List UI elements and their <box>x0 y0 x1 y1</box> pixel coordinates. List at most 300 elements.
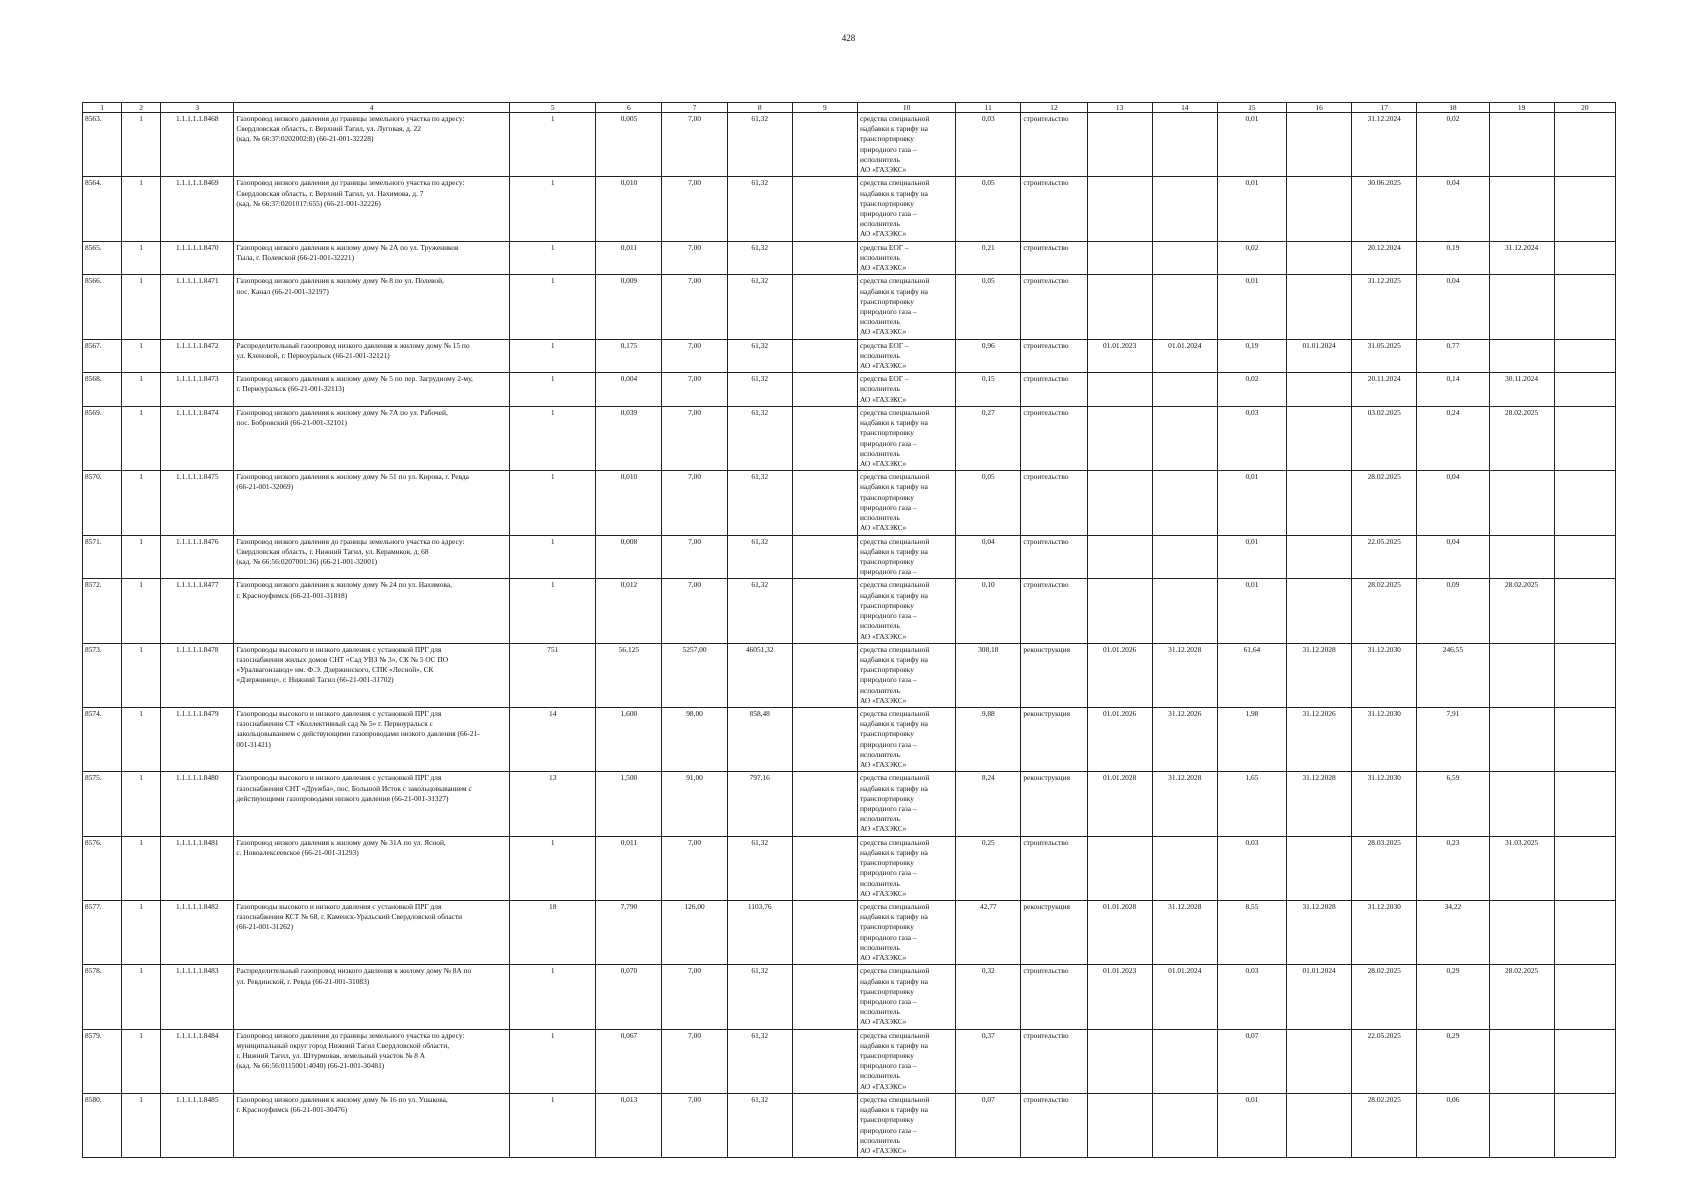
cell-col-19 <box>1489 1029 1554 1093</box>
cell-work-type: строительство <box>1021 339 1087 373</box>
cell-col-7: 7,00 <box>662 1029 727 1093</box>
cell-row-number: 8569. <box>83 406 122 470</box>
cell-col-20 <box>1554 1029 1615 1093</box>
cell-object-description: Газопровод низкого давления к жилому дому № 5 по пер. Загрудному 2-му, г. Первоуральск (66-21-001-32113) <box>234 373 510 407</box>
cell-col-5: 1 <box>510 177 596 241</box>
cell-cost-value: 0,03 <box>956 113 1021 177</box>
cell-col-7: 126,00 <box>662 900 727 964</box>
cell-col-15: 0,19 <box>1217 339 1286 373</box>
cell-object-description: Газопровод низкого давления до границы земельного участка по адресу: Свердловская область, г. Верхний Тагил, ул. Нахимова, д. 7 (кад. № 66:37:0201017:655) (66-21-001-32226) <box>234 177 510 241</box>
cell-start-date: 01.01.2023 <box>1087 339 1152 373</box>
cell-col-18: 246,55 <box>1417 643 1489 707</box>
cell-row-number: 8571. <box>83 535 122 579</box>
cell-col-8: 61,32 <box>727 1029 792 1093</box>
cell-col-15: 0,01 <box>1217 579 1286 643</box>
cell-end-date <box>1152 275 1217 339</box>
cell-col-16: 31.12.2028 <box>1287 643 1352 707</box>
cell-col-7: 7,00 <box>662 113 727 177</box>
cell-col-19: 30.11.2024 <box>1489 373 1554 407</box>
cell-work-type: строительство <box>1021 406 1087 470</box>
table-row <box>83 579 1616 643</box>
cell-length-km: 0,011 <box>596 836 662 900</box>
cell-col-15: 61,64 <box>1217 643 1286 707</box>
cell-funding-source: средства специальной надбавки к тарифу на транспортировку природного газа – исполнитель АО «ГАЗЭКС» <box>857 177 955 241</box>
cell-item-code: 1.1.1.1.1.8478 <box>161 643 234 707</box>
table-row <box>83 373 1616 407</box>
cell-object-description: Газопровод низкого давления до границы земельного участка по адресу: Свердловская область, г. Нижний Тагил, ул. Керамиков, д. 68 (кад. № 66:56:0207001:36) (66-21-001-32001) <box>234 535 510 579</box>
cell-cost-value: 0,96 <box>956 339 1021 373</box>
cell-col-16 <box>1287 471 1352 535</box>
cell-end-date <box>1152 579 1217 643</box>
cell-length-km: 0,009 <box>596 275 662 339</box>
cell-row-number: 8565. <box>83 241 122 275</box>
cell-length-km: 0,070 <box>596 965 662 1029</box>
cell-col-9 <box>792 241 857 275</box>
cell-col-15: 8,55 <box>1217 900 1286 964</box>
cell-work-type: реконструкция <box>1021 708 1087 772</box>
cell-end-date <box>1152 113 1217 177</box>
cell-col-8: 61,32 <box>727 275 792 339</box>
table-row <box>83 471 1616 535</box>
cell-col-2: 1 <box>122 339 161 373</box>
cell-start-date <box>1087 1029 1152 1093</box>
cell-col-5: 1 <box>510 373 596 407</box>
cell-col-18: 0,29 <box>1417 965 1489 1029</box>
column-header-18: 18 <box>1417 103 1489 113</box>
cell-start-date <box>1087 241 1152 275</box>
table-row <box>83 406 1616 470</box>
cell-length-km: 0,013 <box>596 1093 662 1157</box>
cell-completion-date: 28.02.2025 <box>1352 579 1417 643</box>
cell-col-8: 46051,32 <box>727 643 792 707</box>
cell-cost-value: 0,05 <box>956 275 1021 339</box>
cell-col-16 <box>1287 1029 1352 1093</box>
cell-col-9 <box>792 471 857 535</box>
cell-length-km: 0,175 <box>596 339 662 373</box>
cell-item-code: 1.1.1.1.1.8480 <box>161 772 234 836</box>
cell-row-number: 8567. <box>83 339 122 373</box>
cell-start-date <box>1087 113 1152 177</box>
cell-object-description: Газопровод низкого давления до границы земельного участка по адресу: Свердловская область, г. Верхний Тагил, ул. Луговая, д. 22 (кад. № 66:37:0202002:8) (66-21-001-32228) <box>234 113 510 177</box>
cell-row-number: 8566. <box>83 275 122 339</box>
cell-col-9 <box>792 339 857 373</box>
cell-col-18: 0,23 <box>1417 836 1489 900</box>
cell-col-20 <box>1554 965 1615 1029</box>
cell-end-date: 31.12.2028 <box>1152 772 1217 836</box>
cell-col-15: 0,01 <box>1217 1093 1286 1157</box>
cell-end-date: 31.12.2028 <box>1152 643 1217 707</box>
cell-funding-source: средства специальной надбавки к тарифу на транспортировку природного газа – исполнитель АО «ГАЗЭКС» <box>857 113 955 177</box>
cell-start-date <box>1087 535 1152 579</box>
cell-col-15: 0,03 <box>1217 965 1286 1029</box>
cell-item-code: 1.1.1.1.1.8472 <box>161 339 234 373</box>
cell-col-8: 61,32 <box>727 1093 792 1157</box>
cell-col-19 <box>1489 113 1554 177</box>
cell-item-code: 1.1.1.1.1.8471 <box>161 275 234 339</box>
cell-cost-value: 308,18 <box>956 643 1021 707</box>
cell-row-number: 8576. <box>83 836 122 900</box>
cell-col-9 <box>792 535 857 579</box>
cell-row-number: 8574. <box>83 708 122 772</box>
cell-completion-date: 03.02.2025 <box>1352 406 1417 470</box>
cell-col-20 <box>1554 836 1615 900</box>
cell-col-20 <box>1554 1093 1615 1157</box>
cell-col-16 <box>1287 406 1352 470</box>
cell-funding-source: средства ЕОГ – исполнитель АО «ГАЗЭКС» <box>857 339 955 373</box>
cell-col-5: 1 <box>510 535 596 579</box>
cell-col-19 <box>1489 339 1554 373</box>
cell-completion-date: 31.12.2030 <box>1352 643 1417 707</box>
cell-col-5: 1 <box>510 836 596 900</box>
cell-col-16 <box>1287 177 1352 241</box>
cell-col-9 <box>792 406 857 470</box>
cell-col-2: 1 <box>122 1029 161 1093</box>
cell-start-date <box>1087 579 1152 643</box>
cell-col-5: 1 <box>510 1029 596 1093</box>
cell-col-18: 0,29 <box>1417 1029 1489 1093</box>
cell-object-description: Газопровод низкого давления к жилому дому № 31А по ул. Ясной, с. Новоалексеевское (66-21-001-31293) <box>234 836 510 900</box>
cell-row-number: 8572. <box>83 579 122 643</box>
cell-start-date <box>1087 275 1152 339</box>
cell-work-type: реконструкция <box>1021 900 1087 964</box>
cell-completion-date: 22.05.2025 <box>1352 535 1417 579</box>
cell-funding-source: средства специальной надбавки к тарифу на транспортировку природного газа – исполнитель АО «ГАЗЭКС» <box>857 836 955 900</box>
cell-item-code: 1.1.1.1.1.8482 <box>161 900 234 964</box>
cell-col-5: 13 <box>510 772 596 836</box>
cell-completion-date: 31.05.2025 <box>1352 339 1417 373</box>
cell-col-18: 0,02 <box>1417 113 1489 177</box>
cell-col-7: 98,00 <box>662 708 727 772</box>
cell-col-15: 0,01 <box>1217 113 1286 177</box>
cell-col-2: 1 <box>122 643 161 707</box>
cell-funding-source: средства специальной надбавки к тарифу на транспортировку природного газа – исполнитель АО «ГАЗЭКС» <box>857 1029 955 1093</box>
column-header-15: 15 <box>1217 103 1286 113</box>
cell-col-16: 01.01.2024 <box>1287 339 1352 373</box>
cell-col-7: 7,00 <box>662 339 727 373</box>
cell-col-5: 1 <box>510 471 596 535</box>
cell-row-number: 8573. <box>83 643 122 707</box>
cell-item-code: 1.1.1.1.1.8474 <box>161 406 234 470</box>
cell-col-9 <box>792 900 857 964</box>
cell-col-9 <box>792 643 857 707</box>
table-row <box>83 177 1616 241</box>
table-row <box>83 900 1616 964</box>
cell-cost-value: 0,04 <box>956 535 1021 579</box>
cell-col-2: 1 <box>122 275 161 339</box>
cell-funding-source: средства специальной надбавки к тарифу на транспортировку природного газа – исполнитель АО «ГАЗЭКС» <box>857 772 955 836</box>
cell-col-5: 751 <box>510 643 596 707</box>
cell-start-date: 01.01.2026 <box>1087 708 1152 772</box>
cell-col-15: 0,02 <box>1217 373 1286 407</box>
cell-col-19 <box>1489 177 1554 241</box>
cell-col-9 <box>792 113 857 177</box>
cell-col-7: 91,00 <box>662 772 727 836</box>
cell-completion-date: 28.02.2025 <box>1352 965 1417 1029</box>
cell-col-16 <box>1287 275 1352 339</box>
cell-row-number: 8575. <box>83 772 122 836</box>
cell-row-number: 8580. <box>83 1093 122 1157</box>
cell-col-5: 14 <box>510 708 596 772</box>
cell-col-7: 7,00 <box>662 241 727 275</box>
cell-funding-source: средства специальной надбавки к тарифу на транспортировку природного газа – исполнитель АО «ГАЗЭКС» <box>857 643 955 707</box>
cell-col-5: 1 <box>510 275 596 339</box>
cell-col-2: 1 <box>122 965 161 1029</box>
column-header-17: 17 <box>1352 103 1417 113</box>
cell-col-7: 7,00 <box>662 471 727 535</box>
cell-length-km: 0,008 <box>596 535 662 579</box>
cell-col-19 <box>1489 772 1554 836</box>
cell-col-8: 61,32 <box>727 339 792 373</box>
cell-funding-source: средства ЕОГ – исполнитель АО «ГАЗЭКС» <box>857 241 955 275</box>
table-row <box>83 772 1616 836</box>
cell-item-code: 1.1.1.1.1.8479 <box>161 708 234 772</box>
cell-col-19 <box>1489 900 1554 964</box>
cell-start-date <box>1087 177 1152 241</box>
cell-col-16 <box>1287 113 1352 177</box>
cell-col-2: 1 <box>122 241 161 275</box>
cell-work-type: строительство <box>1021 965 1087 1029</box>
cell-col-9 <box>792 836 857 900</box>
cell-work-type: строительство <box>1021 373 1087 407</box>
cell-cost-value: 9,88 <box>956 708 1021 772</box>
cell-col-15: 0,07 <box>1217 1029 1286 1093</box>
cell-col-8: 61,32 <box>727 241 792 275</box>
cell-item-code: 1.1.1.1.1.8470 <box>161 241 234 275</box>
cell-object-description: Газопроводы высокого и низкого давления с установкой ПРГ для газоснабжения СНТ «Дружба», пос. Большой Исток с закольцовыванием с действующими газопроводами низкого давления (66-21-001-31327) <box>234 772 510 836</box>
column-number-header <box>83 103 1616 113</box>
cell-row-number: 8564. <box>83 177 122 241</box>
cell-end-date <box>1152 836 1217 900</box>
cell-end-date: 01.01.2024 <box>1152 965 1217 1029</box>
cell-object-description: Газопровод низкого давления к жилому дому № 24 по ул. Нахимова, г. Красноуфимск (66-21-001-31818) <box>234 579 510 643</box>
cell-col-9 <box>792 965 857 1029</box>
cell-col-15: 0,03 <box>1217 836 1286 900</box>
cell-work-type: строительство <box>1021 579 1087 643</box>
cell-length-km: 7,790 <box>596 900 662 964</box>
cell-cost-value: 42,77 <box>956 900 1021 964</box>
cell-col-19 <box>1489 1093 1554 1157</box>
cell-length-km: 1,600 <box>596 708 662 772</box>
cell-cost-value: 0,37 <box>956 1029 1021 1093</box>
cell-col-7: 5257,00 <box>662 643 727 707</box>
cell-end-date: 31.12.2028 <box>1152 900 1217 964</box>
cell-object-description: Газопровод низкого давления до границы земельного участка по адресу: муниципальный округ город Нижний Тагил Свердловской области, г. Нижний Тагил, ул. Штурмовая, земельный участок № 8 А (кад. № 66:56:0115001:4040) (66-21-001-30481) <box>234 1029 510 1093</box>
cell-col-15: 0,01 <box>1217 177 1286 241</box>
cell-completion-date: 31.12.2030 <box>1352 708 1417 772</box>
cell-col-7: 7,00 <box>662 373 727 407</box>
cell-length-km: 1,500 <box>596 772 662 836</box>
cell-col-19: 31.03.2025 <box>1489 836 1554 900</box>
column-header-2: 2 <box>122 103 161 113</box>
cell-start-date <box>1087 836 1152 900</box>
cell-work-type: строительство <box>1021 1029 1087 1093</box>
cell-col-2: 1 <box>122 772 161 836</box>
cell-object-description: Газопровод низкого давления к жилому дому № 2А по ул. Тружеников Тыла, г. Полевской (66-21-001-32221) <box>234 241 510 275</box>
cell-col-20 <box>1554 900 1615 964</box>
cell-work-type: строительство <box>1021 113 1087 177</box>
cell-object-description: Газопровод низкого давления к жилому дому № 7А по ул. Рабочей, пос. Бобровский (66-21-001-32101) <box>234 406 510 470</box>
cell-col-8: 61,32 <box>727 177 792 241</box>
cell-col-16: 31.12.2026 <box>1287 708 1352 772</box>
cell-cost-value: 0,07 <box>956 1093 1021 1157</box>
column-header-14: 14 <box>1152 103 1217 113</box>
cell-col-18: 34,22 <box>1417 900 1489 964</box>
cell-col-2: 1 <box>122 177 161 241</box>
cell-col-9 <box>792 1029 857 1093</box>
cell-end-date <box>1152 471 1217 535</box>
cell-work-type: строительство <box>1021 177 1087 241</box>
cell-col-18: 0,06 <box>1417 1093 1489 1157</box>
cell-col-19 <box>1489 708 1554 772</box>
cell-object-description: Газопровод низкого давления к жилому дому № 16 по ул. Ушакова, г. Красноуфимск (66-21-001-30476) <box>234 1093 510 1157</box>
cell-col-8: 61,32 <box>727 836 792 900</box>
cell-col-8: 61,32 <box>727 579 792 643</box>
cell-object-description: Газопроводы высокого и низкого давления с установкой ПРГ для газоснабжения СТ «Коллективный сад № 5» г. Первоуральск с закольцовыванием с действующими газопроводами низкого давления (66-21- 001-31421) <box>234 708 510 772</box>
cell-col-2: 1 <box>122 900 161 964</box>
table-row <box>83 1029 1616 1093</box>
cell-col-7: 7,00 <box>662 406 727 470</box>
cell-completion-date: 30.06.2025 <box>1352 177 1417 241</box>
cell-work-type: строительство <box>1021 1093 1087 1157</box>
cell-col-19 <box>1489 535 1554 579</box>
table-row <box>83 1093 1616 1157</box>
cell-row-number: 8570. <box>83 471 122 535</box>
cell-col-5: 1 <box>510 579 596 643</box>
cell-work-type: строительство <box>1021 241 1087 275</box>
cell-item-code: 1.1.1.1.1.8468 <box>161 113 234 177</box>
cell-work-type: строительство <box>1021 275 1087 339</box>
cell-col-5: 1 <box>510 406 596 470</box>
cell-col-16: 01.01.2024 <box>1287 965 1352 1029</box>
cell-completion-date: 28.02.2025 <box>1352 1093 1417 1157</box>
cell-col-18: 0,04 <box>1417 177 1489 241</box>
cell-start-date: 01.01.2028 <box>1087 900 1152 964</box>
cell-start-date <box>1087 406 1152 470</box>
column-header-1: 1 <box>83 103 122 113</box>
cell-col-19: 31.12.2024 <box>1489 241 1554 275</box>
cell-funding-source: средства специальной надбавки к тарифу на транспортировку природного газа – исполнитель АО «ГАЗЭКС» <box>857 1093 955 1157</box>
cell-col-2: 1 <box>122 579 161 643</box>
table-row <box>83 275 1616 339</box>
table-body <box>83 113 1616 1158</box>
cell-completion-date: 31.12.2025 <box>1352 275 1417 339</box>
cell-cost-value: 0,10 <box>956 579 1021 643</box>
cell-col-9 <box>792 1093 857 1157</box>
cell-end-date <box>1152 406 1217 470</box>
cell-col-19: 28.02.2025 <box>1489 965 1554 1029</box>
cell-col-20 <box>1554 113 1615 177</box>
cell-end-date <box>1152 535 1217 579</box>
cell-item-code: 1.1.1.1.1.8477 <box>161 579 234 643</box>
cell-col-8: 61,32 <box>727 471 792 535</box>
column-header-3: 3 <box>161 103 234 113</box>
cell-col-8: 61,32 <box>727 965 792 1029</box>
cell-col-18: 0,04 <box>1417 471 1489 535</box>
cell-start-date <box>1087 1093 1152 1157</box>
cell-col-8: 61,32 <box>727 373 792 407</box>
cell-start-date: 01.01.2023 <box>1087 965 1152 1029</box>
cell-funding-source: средства специальной надбавки к тарифу на транспортировку природного газа – исполнитель АО «ГАЗЭКС» <box>857 708 955 772</box>
cell-col-15: 0,01 <box>1217 535 1286 579</box>
cell-col-2: 1 <box>122 708 161 772</box>
cell-col-20 <box>1554 535 1615 579</box>
table-row <box>83 643 1616 707</box>
cell-item-code: 1.1.1.1.1.8475 <box>161 471 234 535</box>
cell-work-type: реконструкция <box>1021 772 1087 836</box>
cell-row-number: 8568. <box>83 373 122 407</box>
column-header-6: 6 <box>596 103 662 113</box>
cell-cost-value: 0,27 <box>956 406 1021 470</box>
cell-item-code: 1.1.1.1.1.8484 <box>161 1029 234 1093</box>
cell-col-8: 1103,76 <box>727 900 792 964</box>
cell-col-7: 7,00 <box>662 579 727 643</box>
cell-row-number: 8563. <box>83 113 122 177</box>
column-header-7: 7 <box>662 103 727 113</box>
cell-col-18: 0,04 <box>1417 535 1489 579</box>
cell-cost-value: 0,32 <box>956 965 1021 1029</box>
cell-end-date <box>1152 241 1217 275</box>
cell-col-20 <box>1554 643 1615 707</box>
column-header-12: 12 <box>1021 103 1087 113</box>
cell-cost-value: 0,15 <box>956 373 1021 407</box>
cell-col-9 <box>792 373 857 407</box>
cell-col-2: 1 <box>122 1093 161 1157</box>
cell-col-18: 0,09 <box>1417 579 1489 643</box>
cell-col-19 <box>1489 471 1554 535</box>
column-header-5: 5 <box>510 103 596 113</box>
table-row <box>83 113 1616 177</box>
cell-col-20 <box>1554 772 1615 836</box>
table-row <box>83 535 1616 579</box>
column-header-16: 16 <box>1287 103 1352 113</box>
cell-work-type: строительство <box>1021 471 1087 535</box>
cell-col-18: 0,14 <box>1417 373 1489 407</box>
cell-col-5: 18 <box>510 900 596 964</box>
cell-length-km: 56,125 <box>596 643 662 707</box>
cell-funding-source: средства специальной надбавки к тарифу на транспортировку природного газа – исполнитель АО «ГАЗЭКС» <box>857 579 955 643</box>
cell-col-15: 1,98 <box>1217 708 1286 772</box>
cell-object-description: Газопровод низкого давления к жилому дому № 8 по ул. Полевой, пос. Канал (66-21-001-32197) <box>234 275 510 339</box>
cell-col-16 <box>1287 535 1352 579</box>
cell-col-8: 61,32 <box>727 406 792 470</box>
cell-col-20 <box>1554 339 1615 373</box>
column-header-9: 9 <box>792 103 857 113</box>
cell-col-7: 7,00 <box>662 965 727 1029</box>
cell-completion-date: 31.12.2030 <box>1352 900 1417 964</box>
cell-col-18: 6,59 <box>1417 772 1489 836</box>
cell-col-9 <box>792 772 857 836</box>
cell-funding-source: средства специальной надбавки к тарифу на транспортировку природного газа – исполнитель АО «ГАЗЭКС» <box>857 965 955 1029</box>
cell-col-9 <box>792 177 857 241</box>
cell-length-km: 0,010 <box>596 177 662 241</box>
cell-col-15: 1,65 <box>1217 772 1286 836</box>
cell-col-2: 1 <box>122 836 161 900</box>
cell-completion-date: 31.12.2024 <box>1352 113 1417 177</box>
cell-cost-value: 0,05 <box>956 177 1021 241</box>
cell-work-type: строительство <box>1021 836 1087 900</box>
cell-col-20 <box>1554 471 1615 535</box>
cell-item-code: 1.1.1.1.1.8485 <box>161 1093 234 1157</box>
cell-col-19 <box>1489 643 1554 707</box>
cell-col-20 <box>1554 373 1615 407</box>
cell-col-19: 28.02.2025 <box>1489 406 1554 470</box>
cell-col-9 <box>792 708 857 772</box>
cell-work-type: строительство <box>1021 535 1087 579</box>
cell-item-code: 1.1.1.1.1.8476 <box>161 535 234 579</box>
cell-col-19: 28.02.2025 <box>1489 579 1554 643</box>
cell-funding-source: средства специальной надбавки к тарифу на транспортировку природного газа – исполнитель АО «ГАЗЭКС» <box>857 275 955 339</box>
cell-completion-date: 22.05.2025 <box>1352 1029 1417 1093</box>
